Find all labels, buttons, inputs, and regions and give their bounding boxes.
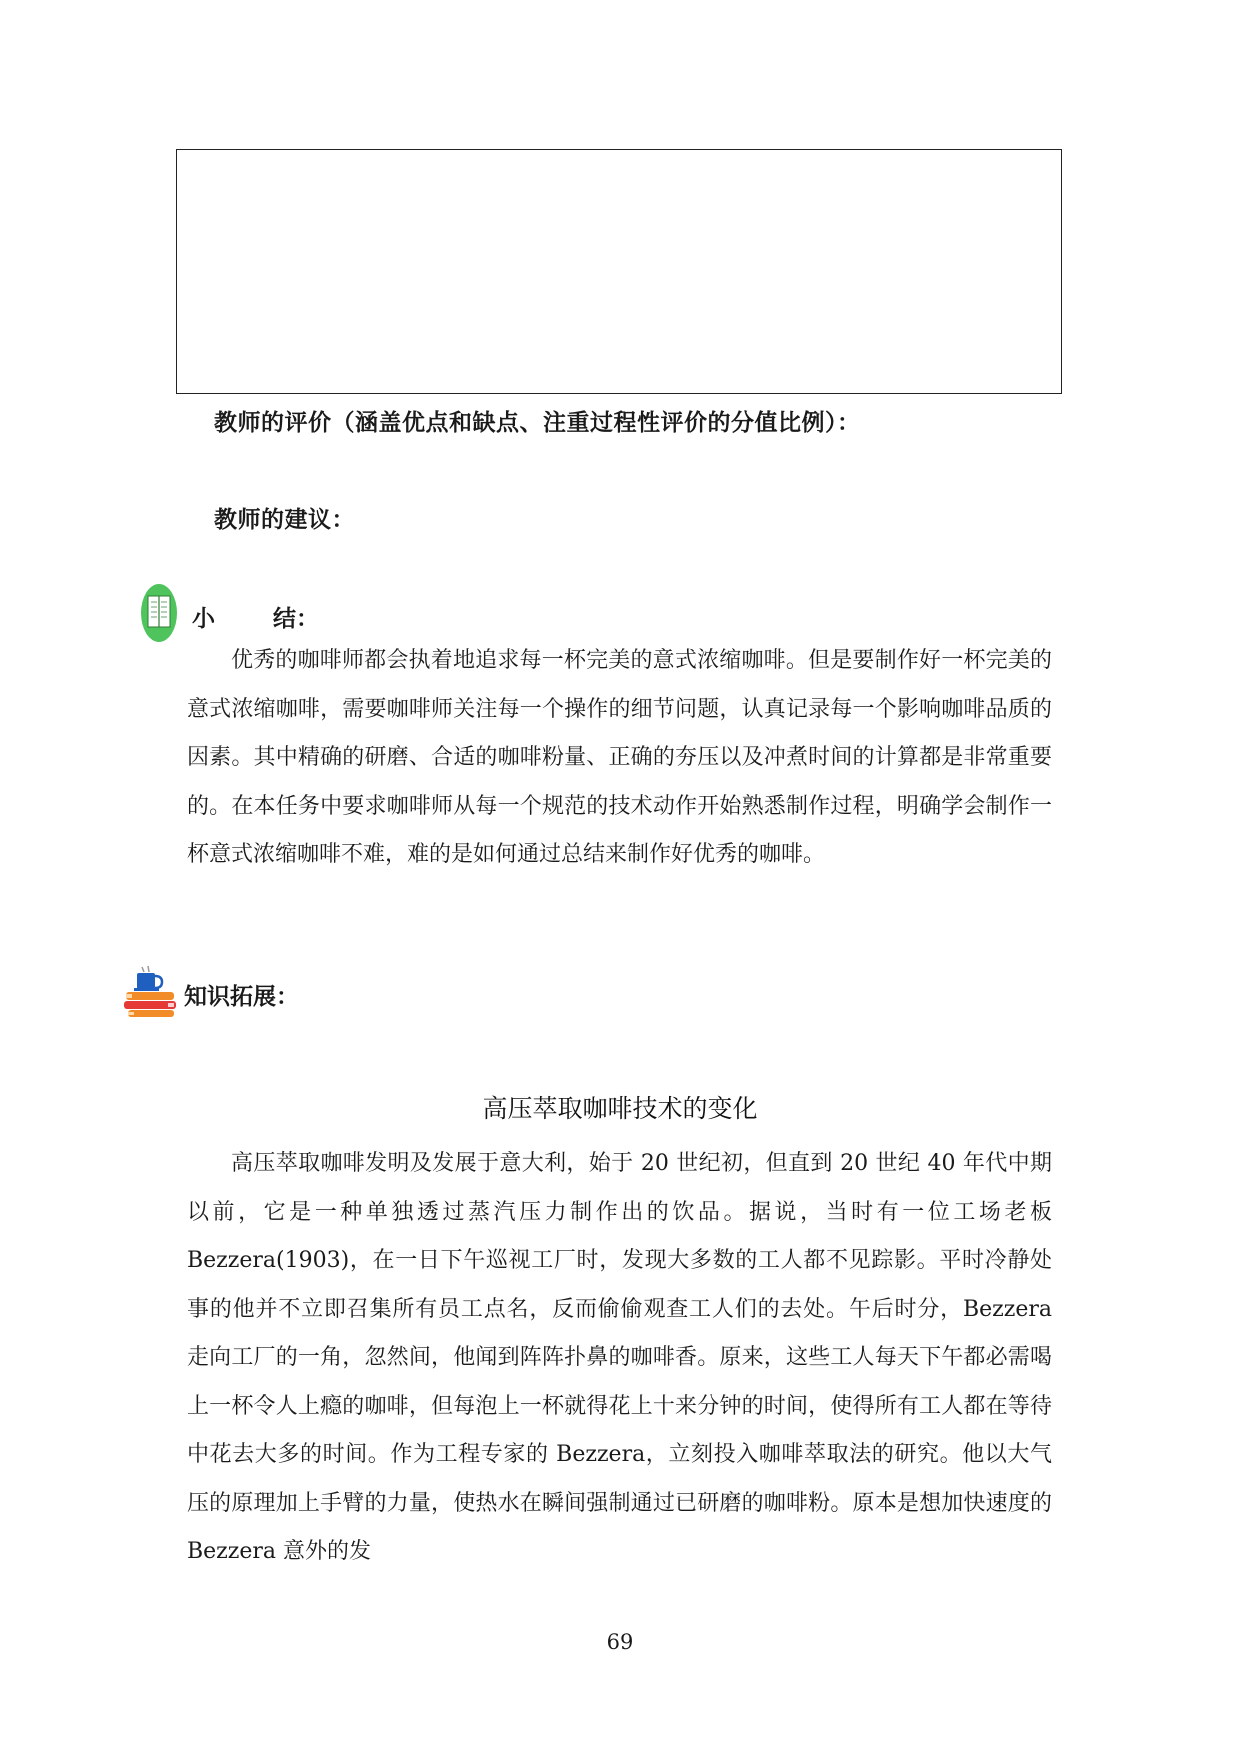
summary-title-char2: 结：: [273, 604, 319, 632]
summary-title-char1: 小: [192, 604, 215, 632]
teacher-evaluation-label: 教师的评价（涵盖优点和缺点、注重过程性评价的分值比例）：: [214, 409, 861, 436]
knowledge-extension-title: 知识拓展：: [184, 982, 299, 1010]
article-title: 高压萃取咖啡技术的变化: [482, 1094, 758, 1123]
article-paragraph: 高压萃取咖啡发明及发展于意大利，始于 20 世纪初，但直到 20 世纪 40 年代中期以前，它是一种单独透过蒸汽压力制作出的饮品。据说，当时有一位工场老板 Bezzera(1903)，在一日下午巡视工厂时，发现大多数的工人都不见踪影。平时冷静处事的他并不立即召集所有员工点名，反而偷偷观查工人们的去处。午后时分，Bezzera 走向工厂的一角，忽然间，他闻到阵阵扑鼻的咖啡香。原来，这些工人每天下午都必需喝上一杯令人上瘾的咖啡，但每泡上一杯就得花上十来分钟的时间，使得所有工人都在等待中花去大多的时间。作为工程专家的 Bezzera，立刻投入咖啡萃取法的研究。他以大气压的原理加上手臂的力量，使热水在瞬间强制通过已研磨的咖啡粉。原本是想加快速度的 Bezzera 意外的发: [187, 1151, 1052, 1564]
answer-box: [176, 149, 1062, 394]
summary-title: [192, 600, 319, 633]
page-number: 69: [606, 1630, 634, 1654]
open-book-icon: [140, 583, 178, 649]
summary-paragraph: 优秀的咖啡师都会执着地追求每一杯完美的意式浓缩咖啡。但是要制作好一杯完美的意式浓缩咖啡，需要咖啡师关注每一个操作的细节问题，认真记录每一个影响咖啡品质的因素。其中精确的研磨、合适的咖啡粉量、正确的夯压以及冲煮时间的计算都是非常重要的。在本任务中要求咖啡师从每一个规范的技术动作开始熟悉制作过程，明确学会制作一杯意式浓缩咖啡不难，难的是如何通过总结来制作好优秀的咖啡。: [187, 648, 1052, 867]
knowledge-extension-heading: [122, 963, 299, 1025]
books-and-cup-icon: [122, 963, 180, 1025]
teacher-advice-label: 教师的建议：: [214, 506, 355, 533]
